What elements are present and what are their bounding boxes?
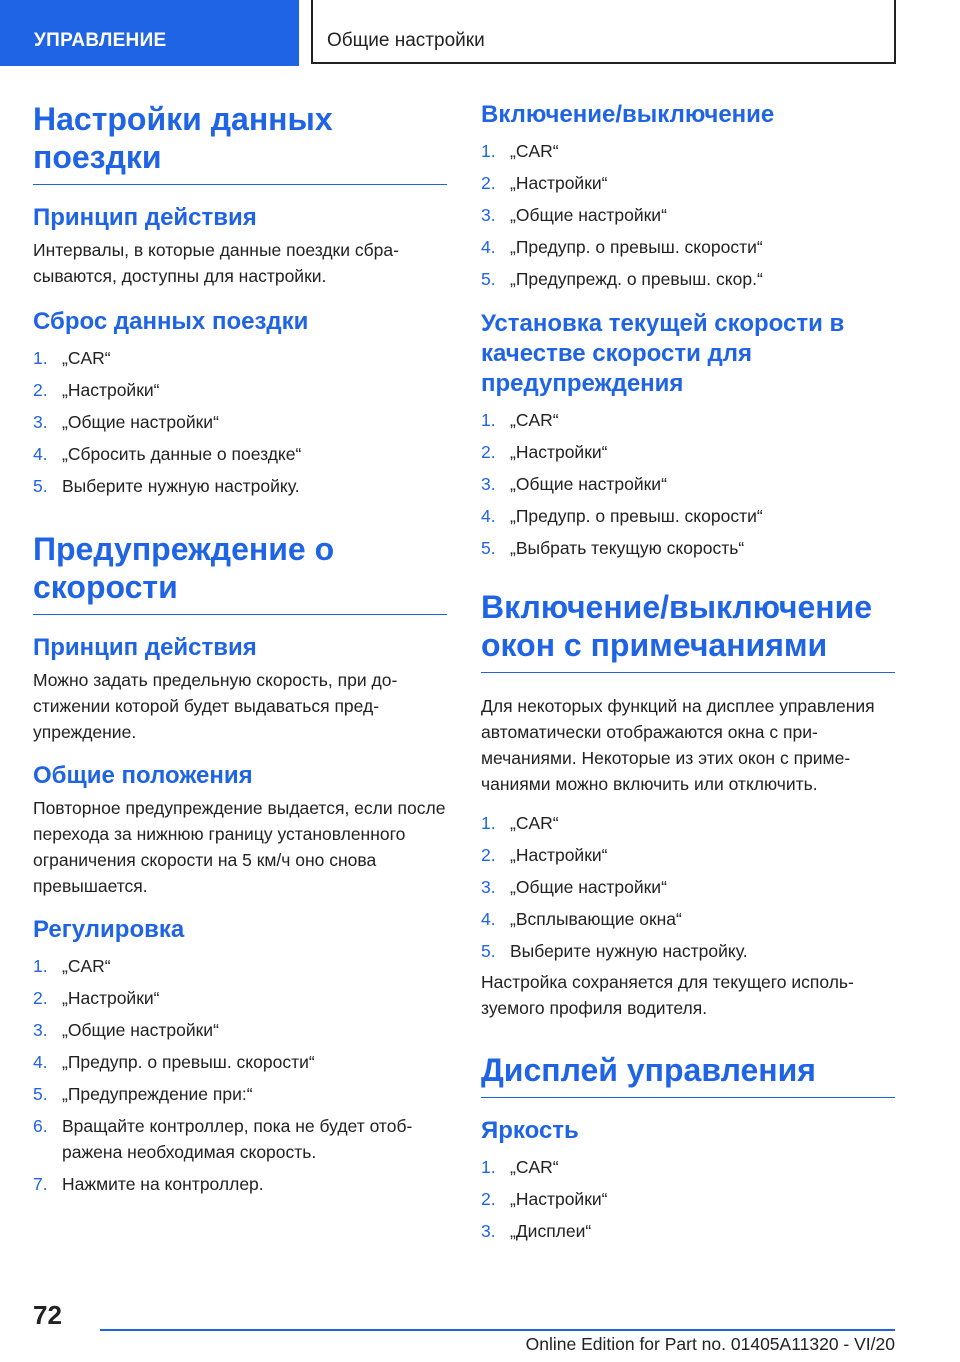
step-number: 1. (33, 348, 48, 368)
step-text: „CAR“ (510, 813, 559, 833)
step-text: Нажмите на контроллер. (62, 1174, 264, 1194)
list-item (481, 404, 895, 436)
principle-text-1: Интервалы, в которые данные поездки сбрасываются, доступны для настройки. (33, 240, 399, 286)
notes-steps-list (481, 807, 895, 967)
step-number: 3. (33, 1020, 48, 1040)
list-item (481, 231, 895, 263)
step-number: 2. (33, 380, 48, 400)
notes-windows-heading: Включение/выключение окон с примечаниями (481, 588, 895, 673)
brightness-steps-list (481, 1151, 895, 1247)
list-item (481, 1215, 895, 1247)
list-item (481, 500, 895, 532)
list-item (481, 1151, 895, 1183)
step-text: „Настройки“ (510, 845, 608, 865)
step-number: 2. (481, 442, 496, 462)
list-item (33, 406, 447, 438)
list-item (481, 807, 895, 839)
step-text: „CAR“ (62, 348, 111, 368)
left-column (33, 100, 447, 1200)
section-tab: УПРАВЛЕНИЕ (0, 0, 299, 66)
list-item (481, 199, 895, 231)
list-item (33, 982, 447, 1014)
step-number: 2. (481, 845, 496, 865)
step-text: „CAR“ (510, 1157, 559, 1177)
list-item (481, 263, 895, 295)
step-text: Выберите нужную настройку. (510, 941, 748, 961)
step-text: „Общие настройки“ (510, 877, 667, 897)
principle-heading-2: Принцип действия (33, 634, 257, 661)
step-number: 3. (33, 412, 48, 432)
step-number: 7. (33, 1174, 48, 1194)
step-number: 1. (481, 410, 496, 430)
step-number: 4. (33, 1052, 48, 1072)
general-text: Повторное предупреждение выдается, если после перехода за нижнюю границу установленного ограничения скорости на 5 км/ч оно снова превышается. (33, 798, 446, 896)
reset-trip-data-heading: Сброс данных поездки (33, 308, 309, 335)
list-item (33, 470, 447, 502)
step-number: 2. (481, 173, 496, 193)
list-item (33, 438, 447, 470)
step-text: „CAR“ (62, 956, 111, 976)
list-item (33, 374, 447, 406)
list-item (481, 839, 895, 871)
step-text: „Общие настройки“ (510, 474, 667, 494)
list-item (481, 468, 895, 500)
step-text: „Сбросить данные о поездке“ (62, 444, 302, 464)
page-header (0, 0, 960, 66)
step-text: „Выбрать текущую скорость“ (510, 538, 745, 558)
notes-text: Для некоторых функций на дисплее управления автоматически отображаются окна с примечаниями. Некоторые из этих окон с примечаниями можно включить или отключить. (481, 696, 875, 794)
list-item (33, 1110, 447, 1168)
on-off-steps-list (481, 135, 895, 295)
step-number: 4. (481, 506, 496, 526)
list-item (481, 1183, 895, 1215)
step-text: „Общие настройки“ (62, 412, 219, 432)
right-column (481, 100, 895, 1247)
edition-footer: Online Edition for Part no. 01405A11320 - VI/20 (525, 1334, 895, 1354)
step-text: Вращайте контроллер, пока не будет отображена необходимая скорость. (62, 1116, 413, 1162)
step-text: „Настройки“ (510, 173, 608, 193)
step-number: 2. (481, 1189, 496, 1209)
list-item (481, 935, 895, 967)
step-text: „CAR“ (510, 141, 559, 161)
step-text: „Предупр. о превыш. скорости“ (62, 1052, 315, 1072)
adjustment-heading: Регулировка (33, 916, 185, 943)
step-text: „Всплывающие окна“ (510, 909, 682, 929)
step-text: „Настройки“ (62, 380, 160, 400)
list-item (33, 1078, 447, 1110)
step-number: 1. (33, 956, 48, 976)
step-number: 5. (33, 1084, 48, 1104)
step-number: 5. (481, 269, 496, 289)
notes-after-text: Настройка сохраняется для текущего используемого профиля водителя. (481, 972, 854, 1018)
adjustment-steps-list (33, 950, 447, 1200)
step-text: Выберите нужную настройку. (62, 476, 300, 496)
step-text: „Дисплеи“ (510, 1221, 592, 1241)
list-item (33, 1014, 447, 1046)
list-item (481, 135, 895, 167)
speed-warning-heading: Предупреждение о скорости (33, 530, 447, 615)
step-text: „Настройки“ (62, 988, 160, 1008)
list-item (481, 436, 895, 468)
step-text: „Предупр. о превыш. скорости“ (510, 506, 763, 526)
step-text: „Предупр. о превыш. скорости“ (510, 237, 763, 257)
step-number: 5. (481, 538, 496, 558)
on-off-heading: Включение/выключение (481, 101, 775, 128)
brightness-heading: Яркость (481, 1117, 579, 1144)
set-current-speed-steps-list (481, 404, 895, 564)
set-current-speed-heading: Установка текущей скорости в качестве скорости для предупреждения (481, 310, 845, 397)
list-item (33, 1046, 447, 1078)
step-number: 1. (481, 141, 496, 161)
list-item (481, 167, 895, 199)
step-text: „Общие настройки“ (510, 205, 667, 225)
step-number: 1. (481, 1157, 496, 1177)
control-display-heading: Дисплей управления (481, 1051, 895, 1098)
step-number: 5. (33, 476, 48, 496)
page-number: 72 (33, 1300, 62, 1330)
list-item (481, 871, 895, 903)
principle-heading-1: Принцип действия (33, 204, 257, 231)
list-item (481, 903, 895, 935)
reset-steps-list (33, 342, 447, 502)
step-text: „Общие настройки“ (62, 1020, 219, 1040)
page-title-tab: Общие настройки (311, 0, 896, 64)
step-text: „Настройки“ (510, 1189, 608, 1209)
footer-divider (100, 1329, 895, 1331)
step-number: 3. (481, 474, 496, 494)
step-number: 1. (481, 813, 496, 833)
general-heading: Общие положения (33, 762, 253, 789)
step-text: „Предупреждение при:“ (62, 1084, 253, 1104)
step-number: 4. (33, 444, 48, 464)
step-number: 3. (481, 1221, 496, 1241)
step-number: 2. (33, 988, 48, 1008)
step-number: 6. (33, 1116, 48, 1136)
step-number: 3. (481, 877, 496, 897)
step-number: 4. (481, 909, 496, 929)
step-text: „CAR“ (510, 410, 559, 430)
principle-text-2: Можно задать предельную скорость, при достижении которой будет выдаваться предупреждение. (33, 670, 398, 742)
step-text: „Предупрежд. о превыш. скор.“ (510, 269, 763, 289)
list-item (33, 1168, 447, 1200)
list-item (481, 532, 895, 564)
trip-data-settings-heading: Настройки данных поездки (33, 100, 447, 185)
list-item (33, 342, 447, 374)
step-number: 5. (481, 941, 496, 961)
step-number: 4. (481, 237, 496, 257)
step-text: „Настройки“ (510, 442, 608, 462)
step-number: 3. (481, 205, 496, 225)
list-item (33, 950, 447, 982)
